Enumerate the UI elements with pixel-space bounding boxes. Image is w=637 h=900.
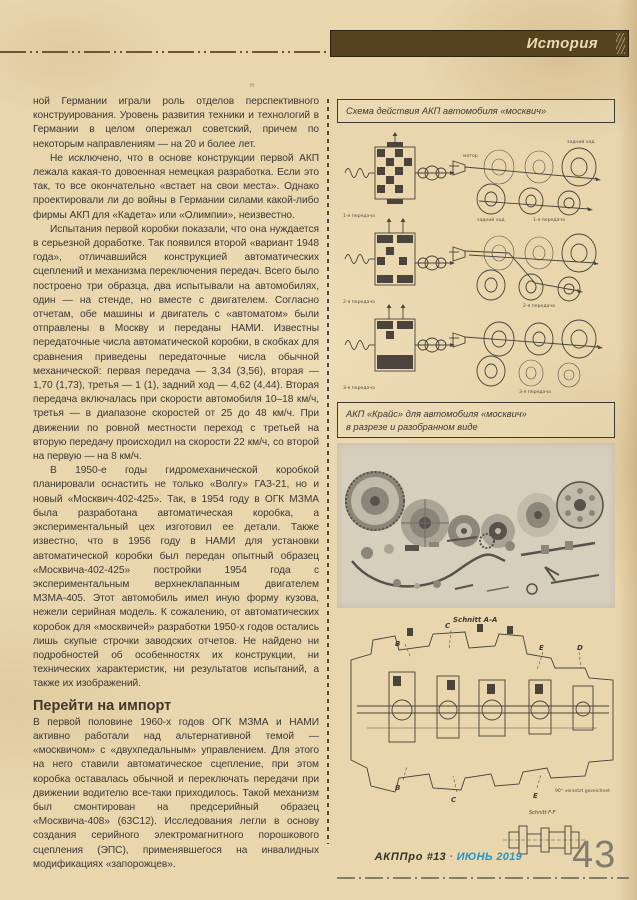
issue-date: ИЮНЬ 2019 xyxy=(456,851,522,863)
schnitt-ff-label: Schnitt F-F xyxy=(529,810,556,816)
rotation-note: 90° versetzt gezeichnet xyxy=(555,789,610,794)
section-letter-d-top: D xyxy=(577,644,583,652)
issue-number: #13 xyxy=(426,851,446,863)
section-title: История xyxy=(526,35,598,52)
page-number: 43 xyxy=(572,834,617,876)
cross-section-figure xyxy=(337,610,627,858)
schema-label-right-3: 3-я передача xyxy=(519,390,551,395)
section-letter-c-bottom: C xyxy=(451,796,457,804)
schema-label-left-3: 3-я передача xyxy=(343,386,375,391)
article-paragraph: Испытания первой коробки показали, что она нуждается в серьезной доработке. Так появился второй «вариант 1948 года», отличавшийся конструкцией автоматических сцеплений и механизма переключения передач. Всего было построено три образца, два испытывали на автомобилях, один — на стенде, но вместе с двигателем. Согласно отчетам, обе машины и двигатель с «автоматом» были отправлены в Москву и переданы НАМИ. Известны передаточные числа автоматической коробки, в скобках для сравнения приведены передаточные числа обычной механической: первая передача — 3,34 (3,56), вторая — 1,70 (1,73), третья — 1 (1), задний ход — 4,62 (4,44). Вторая передача включалась при скорости автомобиля 10–18 км/ч, третья — в диапазоне скоростей от 25 до 48 км/ч. При движении по ровной местности переход с третьей на вторую передачу происходил на скорости 22 км/ч, со второй на первую — на 8 км/ч. xyxy=(33,223,319,463)
header-hatch-decoration xyxy=(616,33,625,54)
schnitt-aa-label: Schnitt A-A xyxy=(453,616,498,624)
article-text-column xyxy=(33,95,319,872)
section-letter-b-top: B xyxy=(395,640,401,648)
schema-label-right-2: 2-я передача xyxy=(523,304,555,309)
schema-figure xyxy=(337,131,615,395)
magazine-logo: АКППро xyxy=(374,851,424,863)
cross-section-drawing xyxy=(337,610,627,858)
footer-separator: · xyxy=(449,851,454,863)
section-letter-c-top: C xyxy=(445,622,451,630)
article-paragraph: ной Германии играли роль отделов перспективного конструирования. Уровень развития техники и технологий в Германии в целом опережал советский, причем по некоторым направлениям — на 20 и более лет. xyxy=(33,96,319,150)
article-paragraph: В 1950-е годы гидромеханической коробкой планировали оснастить не только «Волгу» ГАЗ-21, но и новый «Москвич-402-425». Так, в 1954 году в ОГК МЗМА была разработана автоматическая коробка, а экспериментальный цех изготовил ее детали. Также известно, что в 1956 году в НАМИ для установки автоматической коробки был передан опытный образец «Москвича-402-425» постройки 1954 года с экспериментальным верхнеклапанным двигателем МЗМА-405. Этот автомобиль имел иную форму кузова, нежели серийная модель. К сожалению, от автоматических коробок для «москвичей» разработки 1950-х годов остались лишь скупые строчки заводских отчетов. Не найдено ни подробностей об особенностях их конструкции, ни технических характеристик, ни результатов испытаний, а также их изображений. xyxy=(33,465,319,690)
parts-photo-figure xyxy=(337,443,615,608)
footer-meta xyxy=(300,851,522,863)
print-artifact-mark: н xyxy=(250,82,254,89)
section-letter-e-bottom: E xyxy=(533,792,538,800)
figure-caption-photo xyxy=(337,402,615,438)
schema-drawing xyxy=(337,131,615,395)
figure-caption-photo-line1: АКП «Крайс» для автомобиля «москвич» xyxy=(346,409,527,419)
valve-schematic-row xyxy=(343,132,455,391)
article-paragraph: В первой половине 1960-х годов ОГК МЗМА и НАМИ активно работали над альтернативной темой — «москвичом» с «двухпедальным» управлением. Для этого на него ставили автоматическое сцепление, при этом коробка оставалась обычной и переключать передачи при движении водителю все-таки приходилось. Такой механизм был смонтирован на предсерийный образец «Москвича-408» (63С12). Исследования легли в основу создания серийного электромагнитного порошкового сцепления (ЭПС), применявшегося на инвалидных модификациях «запорожцев». xyxy=(33,716,319,870)
schema-label-motor: мотор xyxy=(463,154,478,159)
footer-dash-rule xyxy=(337,877,629,879)
schema-label-reverse-top: задний ход xyxy=(567,140,595,145)
article-paragraph: Не исключено, что в основе конструкции первой АКП лежала какая-то довоенная немецкая разработка. Если это так, то все окончательно «встает на свои места». Однако проектировали ли до войны в Германии силами какой-либо фирмы АКП для «Кадета» или «Олимпии», неизвестно. xyxy=(33,152,319,221)
column-divider-dashed xyxy=(327,99,329,844)
header-dash-rule xyxy=(0,51,331,53)
figure-caption-schema xyxy=(337,99,615,123)
figure-caption-photo-line2: в разрезе и разобранном виде xyxy=(346,421,478,432)
schema-label-right-1: 1-я передача xyxy=(533,218,565,223)
schema-label-left-2: 2-я передача xyxy=(343,300,375,305)
schema-label-reverse-bottom: задний ход xyxy=(477,218,505,223)
section-letter-e-top: E xyxy=(539,644,544,652)
gear-train-row xyxy=(449,138,603,395)
figure-caption-schema-text: Схема действия АКП автомобиля «москвич» xyxy=(346,106,547,116)
section-heading: Перейти на импорт xyxy=(33,697,172,714)
parts-photo xyxy=(337,443,615,608)
section-letter-b-bottom: B xyxy=(395,784,401,792)
schema-label-left-1: 1-я передача xyxy=(343,214,375,219)
section-header-bar xyxy=(330,30,629,57)
